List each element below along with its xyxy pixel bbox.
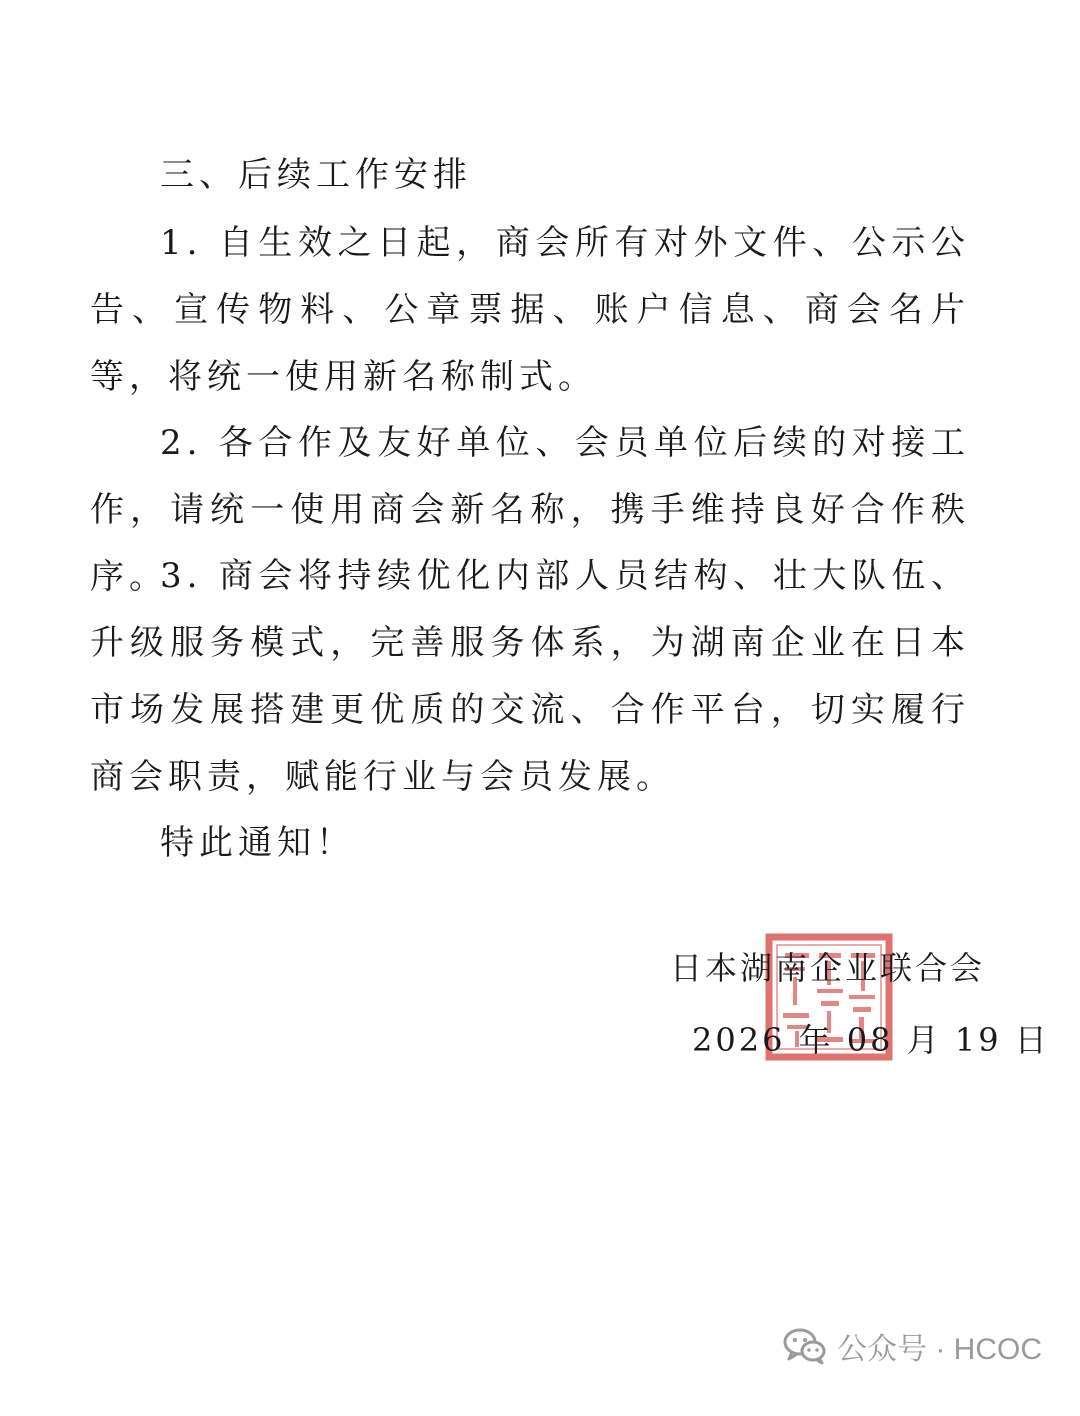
watermark: [783, 1324, 1042, 1368]
section-heading: 三、后续工作安排: [160, 155, 472, 195]
wechat-icon: [783, 1326, 827, 1366]
watermark-text: 公众号 · HCOC: [837, 1333, 1042, 1366]
signing-date: 2026 年 08 月 19 日: [692, 1021, 1050, 1059]
closing-line: 特此通知！: [160, 823, 355, 863]
organization-name: 日本湖南企业联合会: [670, 949, 986, 987]
list-item: 2. 各合作及友好单位、会员单位后续的对接工作，请统一使用商会新名称，携手维持良好合作秩序。: [90, 423, 970, 597]
list-item: 1. 自生效之日起，商会所有对外文件、公示公告、宣传物料、公章票据、账户信息、商会名片等，将统一使用新名称制式。: [90, 223, 970, 397]
list-item: 3. 商会将持续优化内部人员结构、壮大队伍、升级服务模式，完善服务体系，为湖南企业在日本市场发展搭建更优质的交流、合作平台，切实履行商会职责，赋能行业与会员发展。: [90, 556, 970, 797]
